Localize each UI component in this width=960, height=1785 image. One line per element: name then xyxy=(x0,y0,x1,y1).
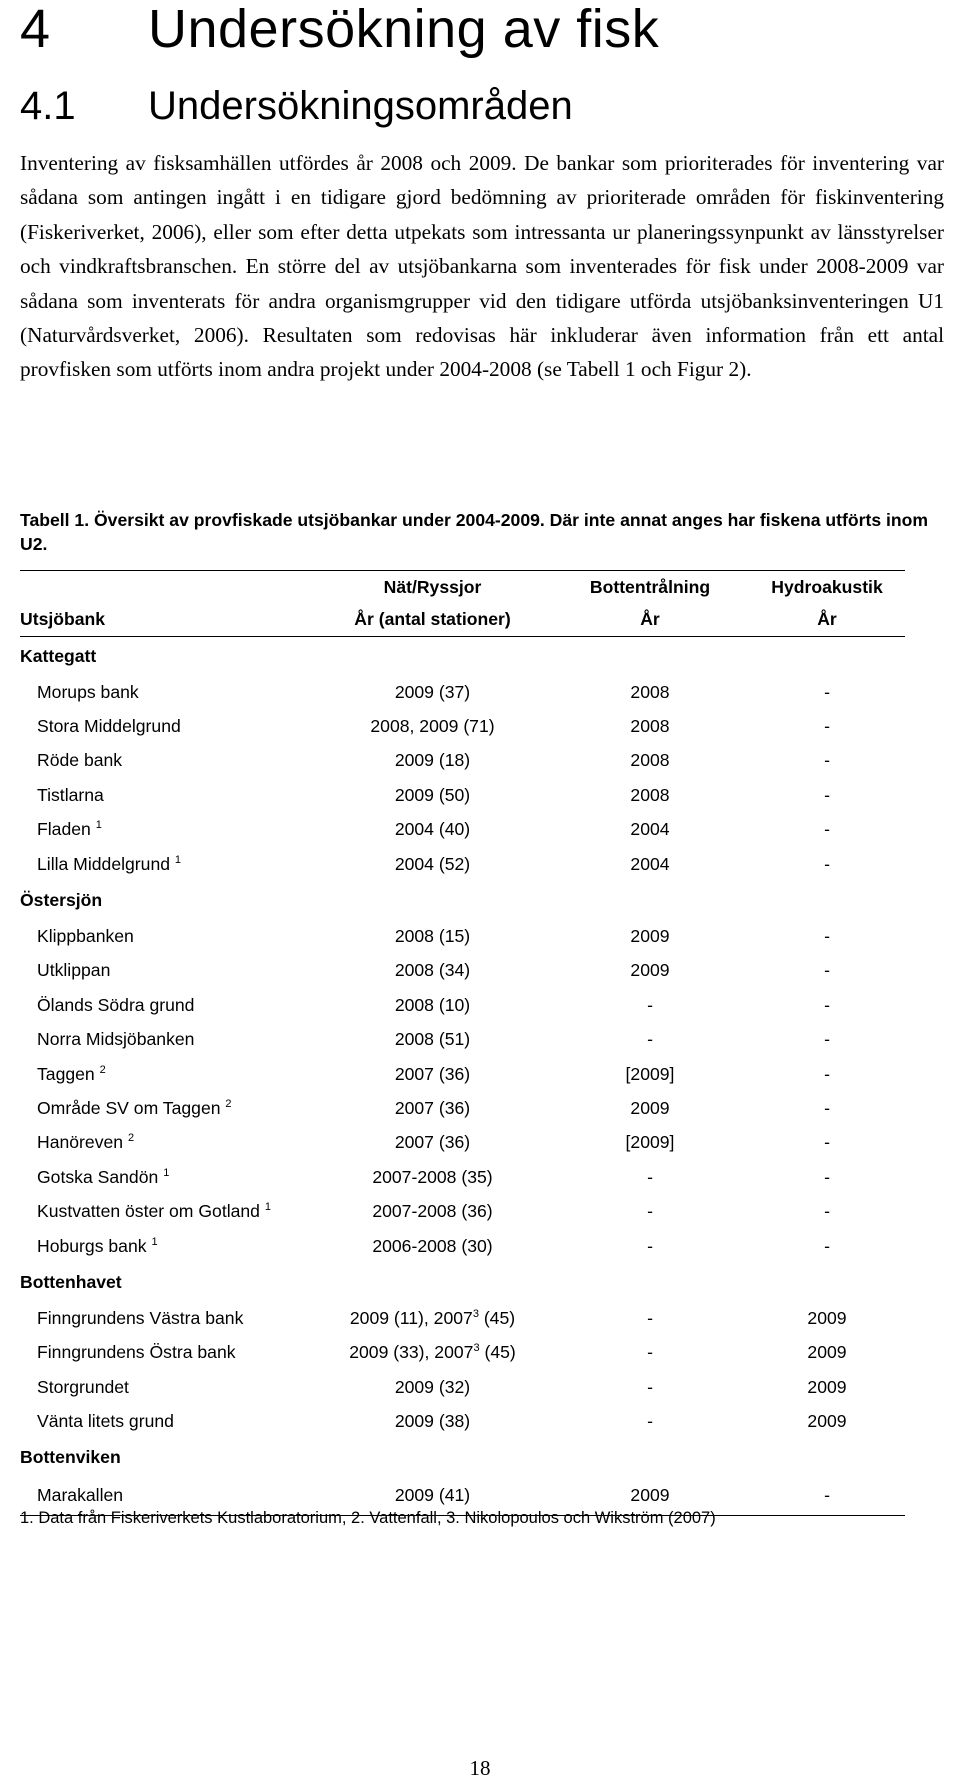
site-name: Norra Midsjöbanken xyxy=(37,1029,195,1050)
section-number: 4.1 xyxy=(20,84,76,128)
net-trap-value: 2004 (52) xyxy=(394,853,471,874)
site-name: Marakallen xyxy=(37,1485,124,1506)
footnote-ref: 1 xyxy=(95,819,102,832)
trawl-cell: - xyxy=(647,1029,653,1050)
site-name: Fladen xyxy=(37,819,91,840)
net-trap-cell xyxy=(314,1023,551,1057)
table-row xyxy=(20,919,905,953)
group-row xyxy=(20,1263,905,1301)
trawl-cell: - xyxy=(647,1342,653,1363)
table-row xyxy=(20,1023,905,1057)
chapter-heading xyxy=(20,0,659,60)
net-trap-cell xyxy=(314,1404,551,1438)
net-trap-cell xyxy=(314,1091,551,1125)
net-trap-value: 2007-2008 (35) xyxy=(372,1166,493,1187)
trawl-cell: - xyxy=(647,1376,653,1397)
site-cell xyxy=(20,1229,314,1263)
header-cell: Nät/Ryssjor xyxy=(383,576,482,597)
net-trap-value: 2008 (10) xyxy=(394,994,471,1015)
chapter-title: Undersökning av fisk xyxy=(148,0,660,59)
site-name: Klippbanken xyxy=(37,926,134,947)
footnote-ref: 1 xyxy=(174,853,182,866)
hydroacoustic-cell: - xyxy=(824,1166,830,1187)
section-heading xyxy=(20,82,573,130)
trawl-cell: 2009 xyxy=(630,960,670,981)
site-cell xyxy=(20,1370,314,1404)
hydroacoustic-cell: - xyxy=(824,819,830,840)
hydroacoustic-cell: - xyxy=(824,1201,830,1222)
net-trap-value: 2009 (50) xyxy=(394,784,471,805)
hydroacoustic-cell: - xyxy=(824,1097,830,1118)
trawl-cell: 2009 xyxy=(630,926,670,947)
net-trap-value: 2009 (11), 2007 xyxy=(349,1307,473,1328)
trawl-cell: - xyxy=(647,994,653,1015)
footnote-ref: 1 xyxy=(151,1235,158,1248)
section-title: Undersökningsområden xyxy=(148,84,573,128)
net-trap-cell xyxy=(314,709,551,743)
net-trap-value: 2008 (15) xyxy=(394,926,471,947)
site-cell xyxy=(20,1057,314,1091)
site-cell xyxy=(20,1023,314,1057)
table-row xyxy=(20,988,905,1022)
site-name: Lilla Middelgrund xyxy=(37,853,171,874)
site-cell xyxy=(20,1404,314,1438)
group-row xyxy=(20,881,905,919)
survey-table xyxy=(20,570,905,1516)
site-name: Tistlarna xyxy=(37,784,104,805)
group-row xyxy=(20,1439,905,1477)
header-cell: År xyxy=(551,603,749,637)
net-trap-cell xyxy=(314,813,551,847)
hydroacoustic-cell: 2009 xyxy=(807,1376,847,1397)
site-cell xyxy=(20,847,314,881)
site-cell xyxy=(20,778,314,812)
table-row xyxy=(20,1126,905,1160)
net-trap-stations: (45) xyxy=(478,1307,516,1328)
net-trap-value: 2009 (41) xyxy=(394,1485,471,1506)
hydroacoustic-cell: - xyxy=(824,1485,830,1506)
site-cell xyxy=(20,1301,314,1335)
net-trap-value: 2007 (36) xyxy=(394,1097,471,1118)
site-cell xyxy=(20,988,314,1022)
table-row xyxy=(20,1057,905,1091)
site-name: Finngrundens Västra bank xyxy=(37,1307,244,1328)
trawl-cell: - xyxy=(647,1201,653,1222)
site-cell xyxy=(20,1126,314,1160)
hydroacoustic-cell: - xyxy=(824,716,830,737)
net-trap-cell xyxy=(314,919,551,953)
footnote-ref: 1 xyxy=(163,1166,170,1179)
net-trap-value: 2009 (32) xyxy=(394,1376,471,1397)
table-row xyxy=(20,954,905,988)
trawl-cell: 2008 xyxy=(630,716,670,737)
hydroacoustic-cell: 2009 xyxy=(807,1411,847,1432)
footnote-ref: 2 xyxy=(127,1132,135,1145)
table-row xyxy=(20,744,905,778)
hydroacoustic-cell: - xyxy=(824,960,830,981)
net-trap-value: 2004 (40) xyxy=(394,819,471,840)
net-trap-value: 2007 (36) xyxy=(394,1063,471,1084)
table-header-row-2 xyxy=(20,603,905,637)
trawl-cell: - xyxy=(647,1166,653,1187)
site-name: Taggen xyxy=(37,1063,95,1084)
net-trap-cell xyxy=(314,847,551,881)
net-trap-stations: (45) xyxy=(479,1342,516,1363)
net-trap-value: 2008, 2009 (71) xyxy=(370,716,495,737)
group-name: Östersjön xyxy=(20,889,103,910)
hydroacoustic-cell: - xyxy=(824,1235,830,1256)
table-row xyxy=(20,1301,905,1335)
footnote-ref: 1 xyxy=(264,1201,271,1214)
hydroacoustic-cell: - xyxy=(824,1132,830,1153)
header-cell: Bottentrålning xyxy=(589,576,711,597)
trawl-cell: 2004 xyxy=(630,819,670,840)
site-name: Hoburgs bank xyxy=(37,1235,147,1256)
site-name: Område SV om Taggen xyxy=(37,1097,221,1118)
table-row xyxy=(20,1336,905,1370)
site-cell xyxy=(20,919,314,953)
header-cell: År xyxy=(749,603,905,637)
header-cell: Hydroakustik xyxy=(771,576,883,597)
net-trap-value: 2009 (38) xyxy=(394,1411,471,1432)
site-name: Hanöreven xyxy=(37,1132,124,1153)
trawl-cell: - xyxy=(647,1307,653,1328)
net-trap-cell xyxy=(314,1194,551,1228)
site-cell xyxy=(20,813,314,847)
trawl-cell: 2004 xyxy=(630,853,670,874)
net-trap-cell xyxy=(314,1301,551,1335)
site-name: Utklippan xyxy=(37,960,111,981)
table-row xyxy=(20,675,905,709)
trawl-cell: 2008 xyxy=(630,681,670,702)
net-trap-cell xyxy=(314,1160,551,1194)
net-trap-cell xyxy=(314,675,551,709)
trawl-cell: [2009] xyxy=(625,1132,675,1153)
hydroacoustic-cell: - xyxy=(824,926,830,947)
group-row xyxy=(20,637,905,676)
table-row xyxy=(20,1229,905,1263)
site-cell xyxy=(20,744,314,778)
site-cell xyxy=(20,675,314,709)
site-name: Vänta litets grund xyxy=(37,1411,174,1432)
table-row xyxy=(20,1160,905,1194)
hydroacoustic-cell: - xyxy=(824,1029,830,1050)
table-footnote: 1. Data från Fiskeriverkets Kustlaboratorium, 2. Vattenfall, 3. Nikolopoulos och Wikström (2007) xyxy=(20,1509,716,1527)
chapter-number: 4 xyxy=(20,0,51,59)
header-cell: År (antal stationer) xyxy=(314,603,551,637)
table-row xyxy=(20,1194,905,1228)
net-trap-cell xyxy=(314,1229,551,1263)
net-trap-value: 2007-2008 (36) xyxy=(372,1201,493,1222)
net-trap-cell xyxy=(314,988,551,1022)
table-body xyxy=(20,637,905,1516)
table-caption: Tabell 1. Översikt av provfiskade utsjöbankar under 2004-2009. Där inte annat anges har fiskena utförts inom U2. xyxy=(20,510,929,554)
trawl-cell: - xyxy=(647,1411,653,1432)
net-trap-cell xyxy=(314,778,551,812)
body-paragraph: Inventering av fisksamhällen utfördes år 2008 och 2009. De bankar som prioriterades för inventering var sådana som antingen ingått i en tidigare gjord bedömning av prioriterade områden för fiskinventering (Fiskeriverket, 2006), eller som efter detta utpekats som intressanta ur planeringssynpunkt av länsstyrelser och vindkraftsbranschen. En större del av utsjöbankarna som inventerades för fisk under 2008-2009 var sådana som inventerats för andra organismgrupper vid den tidigare utförda utsjöbanksinventeringen U1 (Naturvårdsverket, 2006). Resultaten som redovisas här inkluderar även information från ett antal provfisken som utförts inom andra projekt under 2004-2008 (se Tabell 1 och Figur 2). xyxy=(20,151,944,382)
hydroacoustic-cell: - xyxy=(824,853,830,874)
net-trap-cell xyxy=(314,1370,551,1404)
footnote-ref: 3 xyxy=(472,1307,479,1320)
table-row xyxy=(20,1370,905,1404)
trawl-cell: - xyxy=(647,1235,653,1256)
net-trap-cell xyxy=(314,1126,551,1160)
site-name: Röde bank xyxy=(37,750,123,771)
header-cell: Utsjöbank xyxy=(20,603,314,637)
table-row xyxy=(20,778,905,812)
site-name: Gotska Sandön xyxy=(37,1166,159,1187)
site-cell xyxy=(20,1091,314,1125)
hydroacoustic-cell: 2009 xyxy=(807,1307,847,1328)
site-name: Kustvatten öster om Gotland xyxy=(37,1201,260,1222)
trawl-cell: 2008 xyxy=(630,750,670,771)
table-row xyxy=(20,847,905,881)
net-trap-value: 2009 (37) xyxy=(394,681,471,702)
site-name: Morups bank xyxy=(37,681,139,702)
hydroacoustic-cell: - xyxy=(824,750,830,771)
hydroacoustic-cell: - xyxy=(824,681,830,702)
net-trap-value: 2008 (34) xyxy=(394,960,471,981)
hydroacoustic-cell: - xyxy=(824,994,830,1015)
group-name: Bottenhavet xyxy=(20,1271,122,1292)
footnote-ref: 3 xyxy=(473,1342,480,1355)
table-row xyxy=(20,709,905,743)
trawl-cell: 2008 xyxy=(630,784,670,805)
trawl-cell: [2009] xyxy=(625,1063,675,1084)
hydroacoustic-cell: - xyxy=(824,784,830,805)
trawl-cell: 2009 xyxy=(630,1485,670,1506)
net-trap-cell xyxy=(314,744,551,778)
site-name: Finngrundens Östra bank xyxy=(37,1342,236,1363)
net-trap-cell xyxy=(314,1336,551,1370)
footnote-ref: 2 xyxy=(99,1063,106,1076)
net-trap-cell xyxy=(314,954,551,988)
header-cell xyxy=(20,571,314,604)
net-trap-value: 2006-2008 (30) xyxy=(372,1235,493,1256)
net-trap-value: 2009 (33), 2007 xyxy=(349,1342,474,1363)
site-cell xyxy=(20,1336,314,1370)
site-cell xyxy=(20,954,314,988)
hydroacoustic-cell: - xyxy=(824,1063,830,1084)
net-trap-cell xyxy=(314,1057,551,1091)
site-cell xyxy=(20,1194,314,1228)
footnote-ref: 2 xyxy=(225,1097,232,1110)
hydroacoustic-cell: 2009 xyxy=(807,1342,847,1363)
site-name: Storgrundet xyxy=(37,1376,129,1397)
table-row xyxy=(20,813,905,847)
site-name: Stora Middelgrund xyxy=(37,716,181,737)
net-trap-value: 2008 (51) xyxy=(394,1029,471,1050)
trawl-cell: 2009 xyxy=(630,1097,670,1118)
page-number: 18 xyxy=(469,1756,491,1780)
table-header-row-1 xyxy=(20,571,905,604)
table-row xyxy=(20,1404,905,1438)
table-container xyxy=(20,570,905,1516)
site-cell xyxy=(20,709,314,743)
group-name: Kattegatt xyxy=(20,645,97,666)
site-cell xyxy=(20,1160,314,1194)
net-trap-value: 2009 (18) xyxy=(394,750,471,771)
net-trap-value: 2007 (36) xyxy=(394,1132,471,1153)
group-name: Bottenviken xyxy=(20,1447,121,1468)
table-row xyxy=(20,1091,905,1125)
site-name: Ölands Södra grund xyxy=(37,994,195,1015)
